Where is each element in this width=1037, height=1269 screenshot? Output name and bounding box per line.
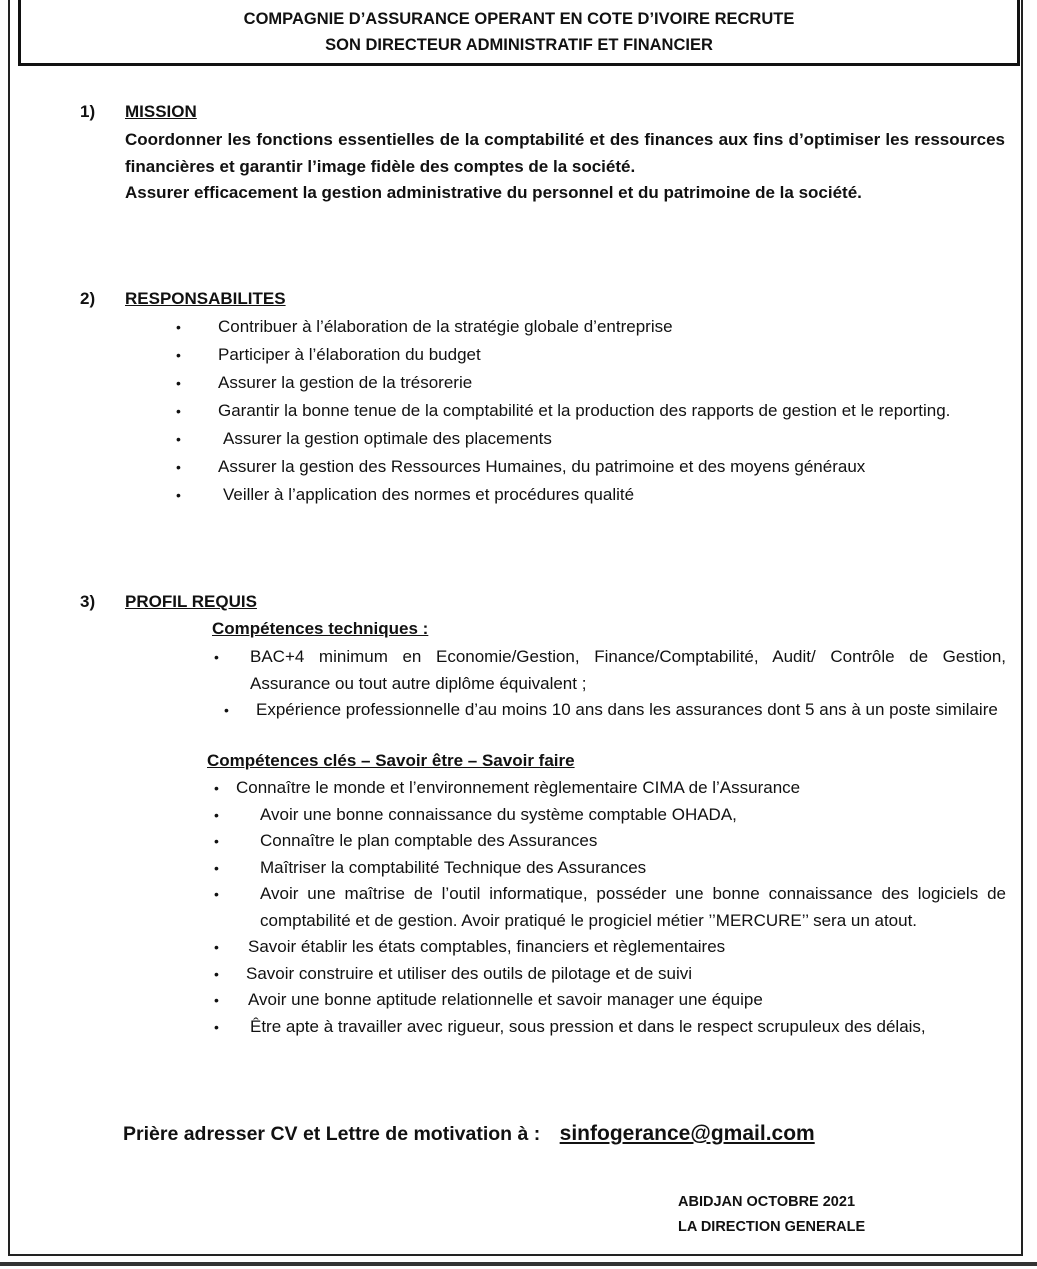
bullet-icon: • bbox=[214, 939, 219, 955]
bullet-icon: • bbox=[176, 403, 181, 419]
list-item-text: Veiller à l’application des normes et procédures qualité bbox=[223, 485, 635, 504]
contact-email-link[interactable]: sinfogerance@gmail.com bbox=[559, 1122, 815, 1145]
list-item-text: Connaître le plan comptable des Assurances bbox=[260, 831, 598, 850]
mission-text bbox=[125, 127, 1005, 207]
competences-cles-title: Compétences clés – Savoir être – Savoir faire bbox=[207, 751, 575, 770]
list-item bbox=[176, 454, 1006, 481]
list-item bbox=[214, 644, 1006, 697]
list-item bbox=[176, 426, 1006, 453]
list-item bbox=[176, 370, 1006, 397]
bullet-icon: • bbox=[214, 806, 219, 823]
list-item-text: Assurer la gestion optimale des placements bbox=[223, 429, 552, 448]
bullet-icon: • bbox=[214, 780, 219, 796]
bullet-icon: • bbox=[214, 965, 219, 982]
bullet-icon: • bbox=[176, 375, 181, 391]
list-item bbox=[176, 314, 1006, 341]
bottom-divider bbox=[0, 1262, 1037, 1266]
list-item-text: Participer à l’élaboration du budget bbox=[218, 345, 481, 364]
header-line-1: COMPAGNIE D’ASSURANCE OPERANT EN COTE D’IVOIRE RECRUTE bbox=[243, 10, 795, 28]
mission-paragraph: Coordonner les fonctions essentielles de la comptabilité et des finances aux fins d’optimiser les ressources financières et garantir l’image fidèle des comptes de la société. bbox=[125, 130, 1005, 176]
list-item bbox=[214, 961, 1006, 988]
list-item-text: Avoir une bonne aptitude relationnelle et savoir manager une équipe bbox=[248, 990, 763, 1009]
bullet-icon: • bbox=[176, 459, 181, 475]
list-item bbox=[214, 881, 1006, 934]
place-date: ABIDJAN OCTOBRE 2021 bbox=[678, 1194, 856, 1210]
list-item-text: Maîtriser la comptabilité Technique des Assurances bbox=[260, 857, 647, 877]
list-item-text: Garantir la bonne tenue de la comptabilité et la production des rapports de gestion et le reporting. bbox=[218, 401, 951, 420]
list-item-text: Savoir établir les états comptables, financiers et règlementaires bbox=[248, 937, 726, 956]
header-line-2: SON DIRECTEUR ADMINISTRATIF ET FINANCIER bbox=[325, 36, 713, 54]
list-item bbox=[214, 697, 1006, 723]
list-item-text: Assurer la gestion des Ressources Humaines, du patrimoine et des moyens généraux bbox=[218, 457, 866, 476]
list-item-text: Savoir construire et utiliser des outils de pilotage et de suivi bbox=[246, 963, 693, 983]
list-item-text: Connaître le monde et l’environnement règlementaire CIMA de l’Assurance bbox=[236, 778, 801, 797]
section-title: RESPONSABILITES bbox=[125, 289, 286, 308]
bullet-icon: • bbox=[214, 886, 219, 902]
list-item bbox=[214, 1014, 1006, 1041]
list-item bbox=[214, 828, 1006, 855]
section-number: 1) bbox=[80, 102, 96, 121]
bullet-icon: • bbox=[176, 347, 181, 363]
contact-label: Prière adresser CV et Lettre de motivation à : bbox=[123, 1123, 541, 1145]
list-item bbox=[214, 934, 1006, 961]
list-item bbox=[176, 398, 1006, 425]
list-item-text: Être apte à travailler avec rigueur, sous pression et dans le respect scrupuleux des délais, bbox=[250, 1016, 926, 1036]
bullet-icon: • bbox=[214, 833, 219, 849]
header-box bbox=[18, 0, 1020, 66]
section-title: MISSION bbox=[125, 102, 197, 121]
section-number: 2) bbox=[80, 289, 96, 308]
list-item bbox=[214, 987, 1006, 1014]
bullet-icon: • bbox=[214, 992, 219, 1008]
bullet-icon: • bbox=[176, 319, 181, 335]
list-item-text: Avoir une bonne connaissance du système comptable OHADA, bbox=[260, 804, 737, 824]
list-item bbox=[176, 342, 1006, 369]
responsabilites-list bbox=[176, 314, 1006, 509]
bullet-icon: • bbox=[214, 859, 219, 876]
list-item bbox=[214, 775, 1006, 802]
list-item-text: Contribuer à l’élaboration de la stratégie globale d’entreprise bbox=[218, 317, 673, 336]
list-item bbox=[214, 802, 1006, 829]
bullet-icon: • bbox=[214, 1018, 219, 1035]
section-number: 3) bbox=[80, 592, 96, 611]
list-item-text: Expérience professionnelle d’au moins 10 ans dans les assurances dont 5 ans à un poste similaire bbox=[256, 700, 998, 719]
list-item-text: Avoir une maîtrise de l’outil informatique, posséder une bonne connaissance des logiciels de comptabilité et de gestion. Avoir pratiqué le progiciel métier ’’MERCURE’’ sera un atout. bbox=[260, 884, 1006, 930]
competences-techniques-list bbox=[214, 644, 1006, 723]
bullet-icon: • bbox=[176, 431, 181, 447]
signature-block bbox=[678, 1190, 865, 1240]
section-title: PROFIL REQUIS bbox=[125, 592, 257, 611]
list-item bbox=[176, 482, 1006, 509]
mission-paragraph: Assurer efficacement la gestion administrative du personnel et du patrimoine de la société. bbox=[125, 183, 862, 202]
competences-techniques-title: Compétences techniques : bbox=[212, 619, 429, 638]
list-item bbox=[214, 855, 1006, 882]
signatory: LA DIRECTION GENERALE bbox=[678, 1219, 866, 1235]
bullet-icon: • bbox=[224, 702, 229, 718]
competences-cles-list bbox=[214, 775, 1006, 1040]
bullet-icon: • bbox=[214, 649, 219, 665]
list-item-text: BAC+4 minimum en Economie/Gestion, Finance/Comptabilité, Audit/ Contrôle de Gestion, Assurance ou tout autre diplôme équivalent ; bbox=[250, 647, 1006, 693]
bullet-icon: • bbox=[176, 487, 181, 503]
contact-line bbox=[123, 1122, 815, 1146]
list-item-text: Assurer la gestion de la trésorerie bbox=[218, 373, 473, 392]
